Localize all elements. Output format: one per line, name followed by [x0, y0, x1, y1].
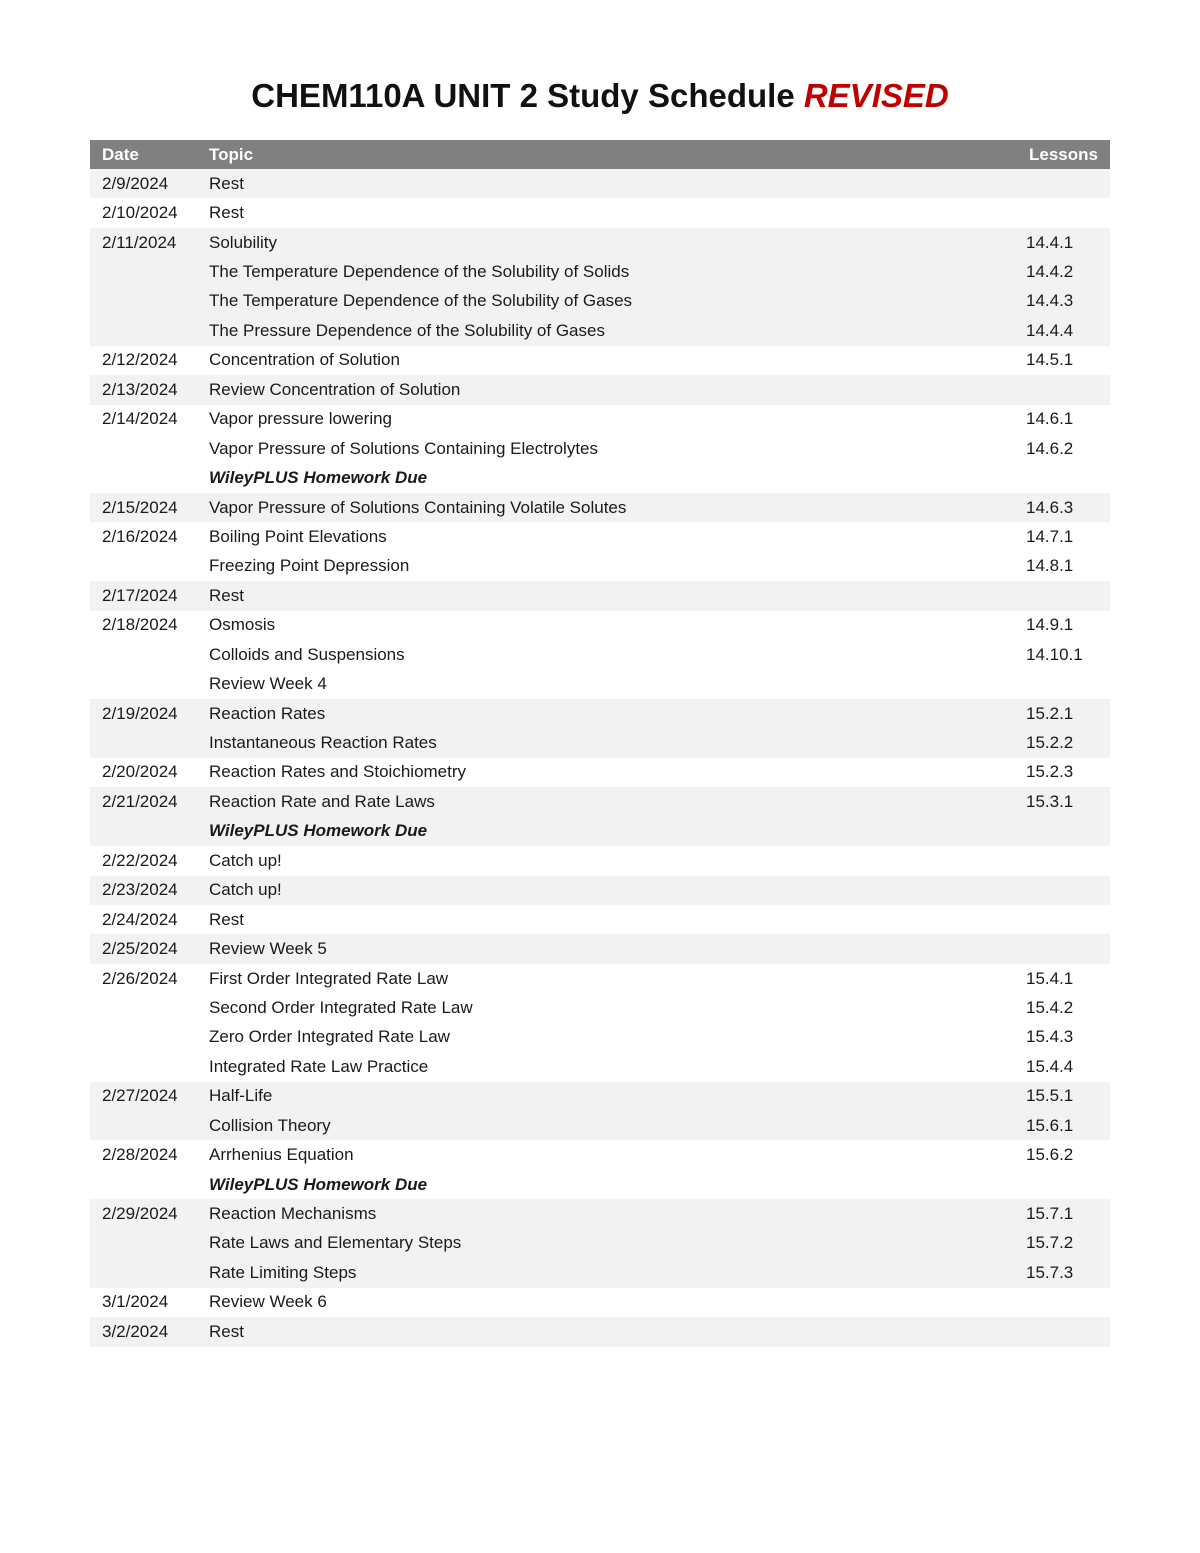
- date-group: [90, 346, 1110, 375]
- row-topic: Freezing Point Depression: [209, 556, 410, 576]
- table-row: [90, 1170, 1110, 1199]
- row-topic: Review Week 5: [209, 939, 327, 959]
- table-row: [90, 1317, 1110, 1346]
- table-row: [90, 1023, 1110, 1052]
- page-title: [0, 74, 1200, 118]
- date-group: [90, 1317, 1110, 1346]
- table-row: [90, 728, 1110, 757]
- header-topic: Topic: [209, 144, 254, 164]
- row-date: 2/22/2024: [102, 850, 178, 870]
- table-row: [90, 228, 1110, 257]
- row-lesson: 15.4.3: [1026, 1027, 1074, 1047]
- row-lesson: 15.5.1: [1026, 1086, 1074, 1106]
- date-group: [90, 934, 1110, 963]
- row-date: 2/16/2024: [102, 526, 178, 546]
- title-revised-tag: REVISED: [803, 77, 949, 114]
- row-date: 2/21/2024: [102, 791, 178, 811]
- row-topic: Colloids and Suspensions: [209, 644, 405, 664]
- row-lesson: 14.5.1: [1026, 350, 1074, 370]
- table-row: [90, 640, 1110, 669]
- row-topic: Instantaneous Reaction Rates: [209, 733, 437, 753]
- row-date: 2/27/2024: [102, 1086, 178, 1106]
- row-topic: The Pressure Dependence of the Solubility of Gases: [209, 320, 605, 340]
- row-date: 2/19/2024: [102, 703, 178, 723]
- row-topic: Review Concentration of Solution: [209, 379, 461, 399]
- schedule-table: [90, 140, 1110, 1347]
- homework-due-label: WileyPLUS Homework Due: [209, 468, 428, 488]
- row-date: 2/10/2024: [102, 203, 178, 223]
- row-topic: Rest: [209, 585, 244, 605]
- row-date: 2/11/2024: [102, 232, 177, 252]
- row-lesson: 14.4.2: [1026, 262, 1074, 282]
- row-lesson: 14.6.3: [1026, 497, 1074, 517]
- row-lesson: 14.4.4: [1026, 320, 1074, 340]
- row-topic: Catch up!: [209, 850, 282, 870]
- row-lesson: 15.3.1: [1026, 791, 1074, 811]
- row-date: 2/13/2024: [102, 379, 178, 399]
- table-row: [90, 993, 1110, 1022]
- row-date: 2/18/2024: [102, 615, 178, 635]
- row-topic: Rest: [209, 1321, 244, 1341]
- row-topic: Osmosis: [209, 615, 276, 635]
- date-group: [90, 405, 1110, 493]
- date-group: [90, 375, 1110, 404]
- row-topic: Review Week 4: [209, 674, 327, 694]
- table-row: [90, 522, 1110, 551]
- date-group: [90, 787, 1110, 846]
- date-group: [90, 1199, 1110, 1287]
- row-lesson: 15.7.1: [1026, 1204, 1074, 1224]
- row-topic: Reaction Rates and Stoichiometry: [209, 762, 467, 782]
- row-topic: Rate Laws and Elementary Steps: [209, 1233, 462, 1253]
- date-group: [90, 228, 1110, 346]
- table-row: [90, 287, 1110, 316]
- date-group: [90, 1082, 1110, 1141]
- table-row: [90, 405, 1110, 434]
- table-row: [90, 817, 1110, 846]
- row-date: 3/2/2024: [102, 1321, 169, 1341]
- row-lesson: 15.7.2: [1026, 1233, 1074, 1253]
- table-row: [90, 846, 1110, 875]
- date-group: [90, 758, 1110, 787]
- table-row: [90, 257, 1110, 286]
- row-lesson: 15.6.1: [1026, 1115, 1074, 1135]
- date-group: [90, 846, 1110, 875]
- table-row: [90, 934, 1110, 963]
- row-lesson: 15.2.2: [1026, 733, 1074, 753]
- table-row: [90, 1052, 1110, 1081]
- table-row: [90, 1258, 1110, 1287]
- table-header: [90, 140, 1110, 169]
- row-topic: Collision Theory: [209, 1115, 331, 1135]
- row-date: 2/14/2024: [102, 409, 178, 429]
- table-row: [90, 434, 1110, 463]
- date-group: [90, 493, 1110, 522]
- date-group: [90, 198, 1110, 227]
- table-row: [90, 964, 1110, 993]
- title-main: CHEM110A UNIT 2 Study Schedule: [251, 77, 795, 114]
- row-topic: Reaction Rates: [209, 703, 326, 723]
- row-topic: Rest: [209, 173, 244, 193]
- table-row: [90, 876, 1110, 905]
- table-row: [90, 1140, 1110, 1169]
- date-group: [90, 1140, 1110, 1199]
- row-topic: Vapor Pressure of Solutions Containing Electrolytes: [209, 438, 598, 458]
- date-group: [90, 1288, 1110, 1317]
- table-row: [90, 346, 1110, 375]
- table-row: [90, 375, 1110, 404]
- row-topic: Second Order Integrated Rate Law: [209, 997, 473, 1017]
- row-lesson: 14.9.1: [1026, 615, 1074, 635]
- row-topic: Arrhenius Equation: [209, 1145, 354, 1165]
- row-date: 2/9/2024: [102, 173, 169, 193]
- row-lesson: 14.10.1: [1026, 644, 1083, 664]
- table-row: [90, 581, 1110, 610]
- row-date: 3/1/2024: [102, 1292, 169, 1312]
- date-group: [90, 522, 1110, 581]
- row-topic: Boiling Point Elevations: [209, 526, 387, 546]
- row-date: 2/28/2024: [102, 1145, 178, 1165]
- row-date: 2/20/2024: [102, 762, 178, 782]
- row-lesson: 15.7.3: [1026, 1262, 1074, 1282]
- row-date: 2/26/2024: [102, 968, 178, 988]
- table-row: [90, 1082, 1110, 1111]
- table-body: [90, 169, 1110, 1347]
- table-row: [90, 493, 1110, 522]
- table-row: [90, 1199, 1110, 1228]
- row-topic: Integrated Rate Law Practice: [209, 1056, 429, 1076]
- row-topic: Solubility: [209, 232, 278, 252]
- table-row: [90, 905, 1110, 934]
- row-topic: Vapor Pressure of Solutions Containing Volatile Solutes: [209, 497, 627, 517]
- row-lesson: 15.4.1: [1026, 968, 1074, 988]
- table-row: [90, 669, 1110, 698]
- date-group: [90, 699, 1110, 758]
- row-lesson: 14.4.1: [1026, 232, 1074, 252]
- row-date: 2/15/2024: [102, 497, 178, 517]
- row-date: 2/12/2024: [102, 350, 178, 370]
- header-lessons: Lessons: [1029, 144, 1098, 164]
- row-topic: First Order Integrated Rate Law: [209, 968, 449, 988]
- row-topic: Vapor pressure lowering: [209, 409, 392, 429]
- row-lesson: 14.6.2: [1026, 438, 1074, 458]
- header-date: Date: [102, 144, 139, 164]
- row-lesson: 15.6.2: [1026, 1145, 1074, 1165]
- row-date: 2/29/2024: [102, 1204, 178, 1224]
- date-group: [90, 905, 1110, 934]
- row-topic: Half-Life: [209, 1086, 273, 1106]
- row-topic: Concentration of Solution: [209, 350, 400, 370]
- table-row: [90, 169, 1110, 198]
- date-group: [90, 169, 1110, 198]
- table-row: [90, 611, 1110, 640]
- row-topic: Catch up!: [209, 880, 282, 900]
- row-topic: Reaction Mechanisms: [209, 1204, 377, 1224]
- row-topic: Rest: [209, 203, 244, 223]
- row-topic: Review Week 6: [209, 1292, 327, 1312]
- row-lesson: 15.2.3: [1026, 762, 1074, 782]
- row-topic: Rate Limiting Steps: [209, 1262, 357, 1282]
- table-row: [90, 198, 1110, 227]
- row-topic: Zero Order Integrated Rate Law: [209, 1027, 450, 1047]
- row-lesson: 15.4.2: [1026, 997, 1074, 1017]
- row-topic: The Temperature Dependence of the Solubility of Gases: [209, 291, 633, 311]
- table-row: [90, 1288, 1110, 1317]
- row-lesson: 14.4.3: [1026, 291, 1074, 311]
- row-date: 2/17/2024: [102, 585, 178, 605]
- date-group: [90, 611, 1110, 699]
- table-row: [90, 552, 1110, 581]
- row-date: 2/25/2024: [102, 939, 178, 959]
- homework-due-label: WileyPLUS Homework Due: [209, 821, 428, 841]
- row-topic: The Temperature Dependence of the Solubility of Solids: [209, 262, 630, 282]
- row-lesson: 14.6.1: [1026, 409, 1074, 429]
- row-lesson: 14.8.1: [1026, 556, 1074, 576]
- table-row: [90, 316, 1110, 345]
- table-row: [90, 1111, 1110, 1140]
- row-topic: Reaction Rate and Rate Laws: [209, 791, 435, 811]
- table-row: [90, 758, 1110, 787]
- row-date: 2/23/2024: [102, 880, 178, 900]
- table-row: [90, 1229, 1110, 1258]
- row-topic: Rest: [209, 909, 244, 929]
- table-row: [90, 699, 1110, 728]
- date-group: [90, 581, 1110, 610]
- table-row: [90, 787, 1110, 816]
- table-row: [90, 463, 1110, 492]
- date-group: [90, 964, 1110, 1082]
- row-lesson: 15.2.1: [1026, 703, 1074, 723]
- homework-due-label: WileyPLUS Homework Due: [209, 1174, 428, 1194]
- row-lesson: 14.7.1: [1026, 526, 1074, 546]
- row-lesson: 15.4.4: [1026, 1056, 1074, 1076]
- row-date: 2/24/2024: [102, 909, 178, 929]
- date-group: [90, 876, 1110, 905]
